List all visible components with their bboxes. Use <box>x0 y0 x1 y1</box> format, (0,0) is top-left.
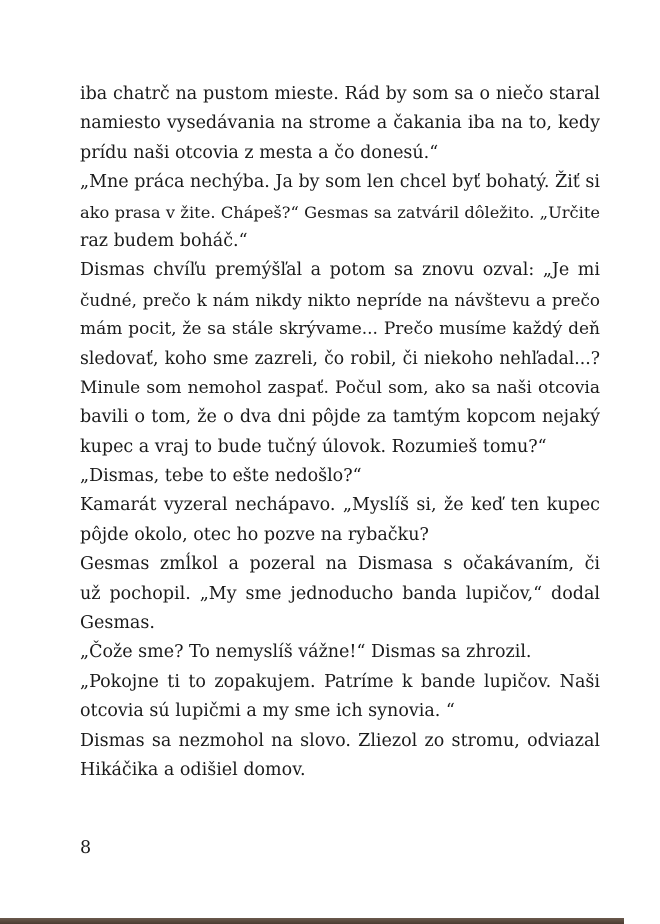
page-margin <box>620 0 660 924</box>
text-line: mám pocit, že sa stále skrývame... Prečo musíme každý deň <box>80 319 600 340</box>
paragraph <box>80 80 600 168</box>
text-line: kupec a vraj to bude tučný úlovok. Rozumieš tomu?“ <box>80 436 547 457</box>
page-bottom-edge <box>0 918 624 924</box>
text-line: Gesmas zmĺkol a pozeral na Dismasa s očakávaním, či <box>80 554 600 575</box>
paragraph <box>80 491 600 550</box>
paragraph <box>80 550 600 638</box>
text-line: „Pokojne ti to zopakujem. Patríme k bande lupičov. Naši <box>80 671 600 692</box>
text-line: Minule som nemohol zaspať. Počul som, ako sa naši otcovia <box>80 377 600 398</box>
text-line: Dismas sa nezmohol na slovo. Zliezol zo stromu, odviazal <box>80 730 600 751</box>
text-line: čudné, prečo k nám nikdy nikto nepríde na návštevu a prečo <box>80 289 600 310</box>
text-line: „Čože sme? To nemyslíš vážne!“ Dismas sa zhrozil. <box>80 642 532 663</box>
text-line: prídu naši otcovia z mesta a čo donesú.“ <box>80 142 439 163</box>
text-line: otcovia sú lupičmi a my sme ich synovia. “ <box>80 701 455 722</box>
text-line: Dismas chvíľu premýšľal a potom sa znovu ozval: „Je mi <box>80 260 600 281</box>
paragraph <box>80 256 600 462</box>
text-line: „Dismas, tebe to ešte nedošlo?“ <box>80 466 362 487</box>
text-line: iba chatrč na pustom mieste. Rád by som sa o niečo staral <box>80 84 600 104</box>
text-line: už pochopil. „My sme jednoducho banda lupičov,“ dodal <box>80 583 600 604</box>
text-line: ako prasa v žite. Chápeš?“ Gesmas sa zatváril dôležito. „Určite <box>80 202 600 222</box>
paragraph <box>80 638 600 667</box>
text-line: raz budem boháč.“ <box>80 230 248 251</box>
text-line: Hikáčika a odišiel domov. <box>80 759 306 780</box>
body-text <box>80 80 600 785</box>
text-line: pôjde okolo, otec ho pozve na rybačku? <box>80 524 429 545</box>
page-number: 8 <box>80 838 92 858</box>
text-line: Gesmas. <box>80 613 155 634</box>
paragraph <box>80 727 600 786</box>
paragraph <box>80 462 600 491</box>
text-line: bavili o tom, že o dva dni pôjde za tamtým kopcom nejaký <box>80 407 600 428</box>
paragraph <box>80 668 600 727</box>
text-line: Kamarát vyzeral nechápavo. „Myslíš si, že keď ten kupec <box>80 495 600 516</box>
text-line: „Mne práca nechýba. Ja by som len chcel byť bohatý. Žiť si <box>80 172 600 193</box>
text-line: namiesto vysedávania na strome a čakania iba na to, kedy <box>80 113 600 134</box>
paragraph <box>80 168 600 256</box>
text-line: sledovať, koho sme zazreli, čo robil, či niekoho nehľadal...? <box>80 348 600 369</box>
